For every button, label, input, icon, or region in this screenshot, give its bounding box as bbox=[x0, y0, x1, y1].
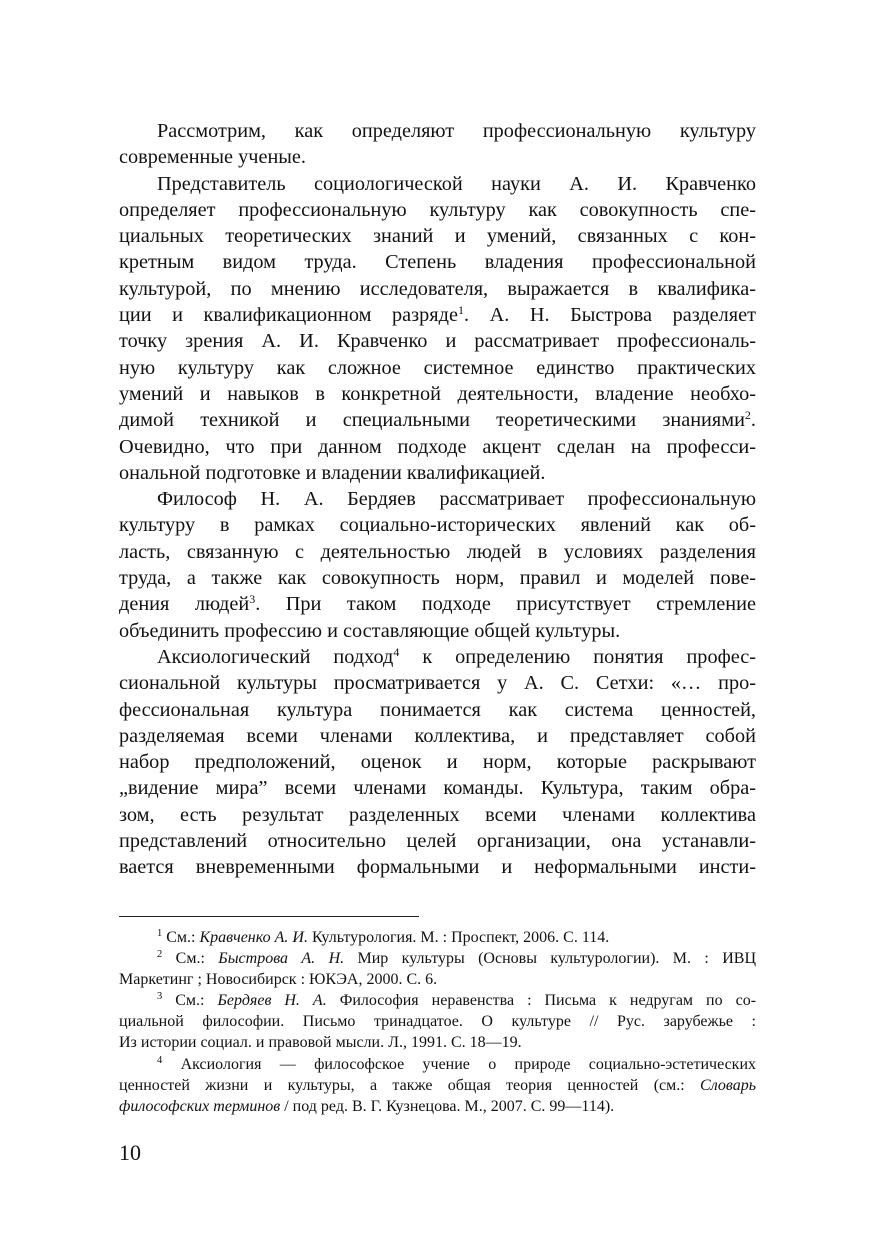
text-line: Представитель социологической науки А. И. Кравченко bbox=[157, 172, 756, 195]
text-line: труда, а также как совокупность норм, правил и моделей пове- bbox=[119, 567, 756, 590]
text-line: ции и квалификационном разряде$^1$. А. Н. Быстрова разделяет bbox=[119, 303, 757, 327]
text-line: $^2$ См.: Быстрова А. Н. Мир культуры (Основы культурологии). М. : ИВЦ bbox=[157, 949, 757, 968]
text-line: дения людей$^3$. При таком подходе присутствует стремление bbox=[119, 592, 756, 616]
text-line: $^3$ См.: Бердяев Н. А. Философия неравенства : Письма к недругам по со- bbox=[157, 991, 757, 1010]
text-line: точку зрения А. И. Кравченко и рассматривает профессиональ- bbox=[119, 330, 756, 353]
text-line: димой техникой и специальными теоретическими знаниями$^2$. bbox=[119, 408, 756, 432]
text-line: культурой, по мнению исследователя, выражается в квалифика- bbox=[119, 277, 756, 300]
text-line: вается вневременными формальными и неформальными инсти- bbox=[119, 856, 756, 879]
text-line: объединить профессию и составляющие общей культуры. bbox=[119, 619, 621, 642]
text-line: ональной подготовке и владении квалификацией. bbox=[119, 461, 546, 484]
text-line: культуру в рамках социально-исторических явлений как об- bbox=[119, 514, 756, 537]
text-line: циальной философии. Письмо тринадцатое. О культуре // Рус. зарубежье : bbox=[119, 1013, 756, 1031]
text-line: ласть, связанную с деятельностью людей в условиях разделения bbox=[119, 540, 756, 563]
paragraph-3 bbox=[119, 486, 756, 644]
text-line: Из истории социал. и правовой мысли. Л., 1991. С. 18—19. bbox=[119, 1034, 522, 1052]
page-number: 10 bbox=[119, 1140, 141, 1165]
text-line: „видение мира” всеми членами команды. Культура, таким обра- bbox=[119, 777, 756, 800]
footnote-1 bbox=[119, 927, 756, 948]
text-line: определяет профессиональную культуру как совокупность спе- bbox=[119, 198, 756, 221]
text-line: ценностей жизни и культуры, а также общая теория ценностей (см.: Словарь bbox=[119, 1076, 756, 1094]
footnote-ref-3[interactable]: 3 bbox=[249, 592, 256, 607]
text-line: Философ Н. А. Бердяев рассматривает профессиональную bbox=[157, 488, 756, 511]
footnote-2 bbox=[119, 948, 756, 990]
footnote-4 bbox=[119, 1054, 756, 1117]
text-line: Аксиологический подход$^4$ к определению понятия профес- bbox=[157, 644, 756, 668]
text-line: представлений относительно целей организации, она устанавли- bbox=[119, 830, 756, 853]
footnote-ref-4[interactable]: 4 bbox=[393, 644, 400, 659]
footnote-3 bbox=[119, 990, 756, 1053]
text-line: кретным видом труда. Степень владения профессиональной bbox=[119, 251, 756, 274]
text-line: $^4$ Аксиология — философское учение о природе социально-эстетических bbox=[157, 1054, 757, 1073]
paragraph-1 bbox=[119, 118, 756, 171]
footnote-number: 2 bbox=[157, 949, 163, 961]
text-line: $^1$ См.: Кравченко А. И. Культурология. М. : Проспект, 2006. С. 114. bbox=[157, 928, 610, 946]
body-text bbox=[119, 118, 756, 881]
text-line: разделяемая всеми членами коллектива, и представляет собой bbox=[119, 724, 756, 747]
text-line: Рассмотрим, как определяют профессиональную культуру bbox=[157, 120, 756, 142]
text-line: набор предположений, оценок и норм, которые раскрывают bbox=[119, 751, 756, 774]
footnotes bbox=[119, 927, 756, 1117]
paragraph-2 bbox=[119, 171, 756, 487]
footnote-number: 4 bbox=[157, 1054, 163, 1066]
text-line: Маркетинг ; Новосибирск : ЮКЭА, 2000. С. 6. bbox=[119, 971, 438, 989]
footnote-separator bbox=[119, 916, 419, 917]
text-line: современные ученые. bbox=[119, 146, 306, 169]
text-line: сиональной культуры просматривается у А. С. Сетхи: «… про- bbox=[119, 672, 756, 695]
footnote-ref-1[interactable]: 1 bbox=[457, 303, 464, 318]
text-line: циальных теоретических знаний и умений, связанных с кон- bbox=[119, 225, 756, 248]
paragraph-4 bbox=[119, 644, 756, 881]
footnote-number: 3 bbox=[157, 991, 163, 1003]
text-line: умений и навыков в конкретной деятельности, владение необхо- bbox=[119, 382, 756, 405]
footnote-number: 1 bbox=[157, 928, 163, 939]
text-line: Очевидно, что при данном подходе акцент сделан на професси- bbox=[119, 435, 756, 458]
text-line: ную культуру как сложное системное единство практических bbox=[119, 356, 756, 379]
text-line: философских терминов / под ред. В. Г. Кузнецова. М., 2007. С. 99—114). bbox=[119, 1097, 615, 1115]
text-line: зом, есть результат разделенных всеми членами коллектива bbox=[119, 803, 756, 826]
text-line: фессиональная культура понимается как система ценностей, bbox=[119, 698, 756, 721]
footnote-ref-2[interactable]: 2 bbox=[744, 408, 751, 423]
